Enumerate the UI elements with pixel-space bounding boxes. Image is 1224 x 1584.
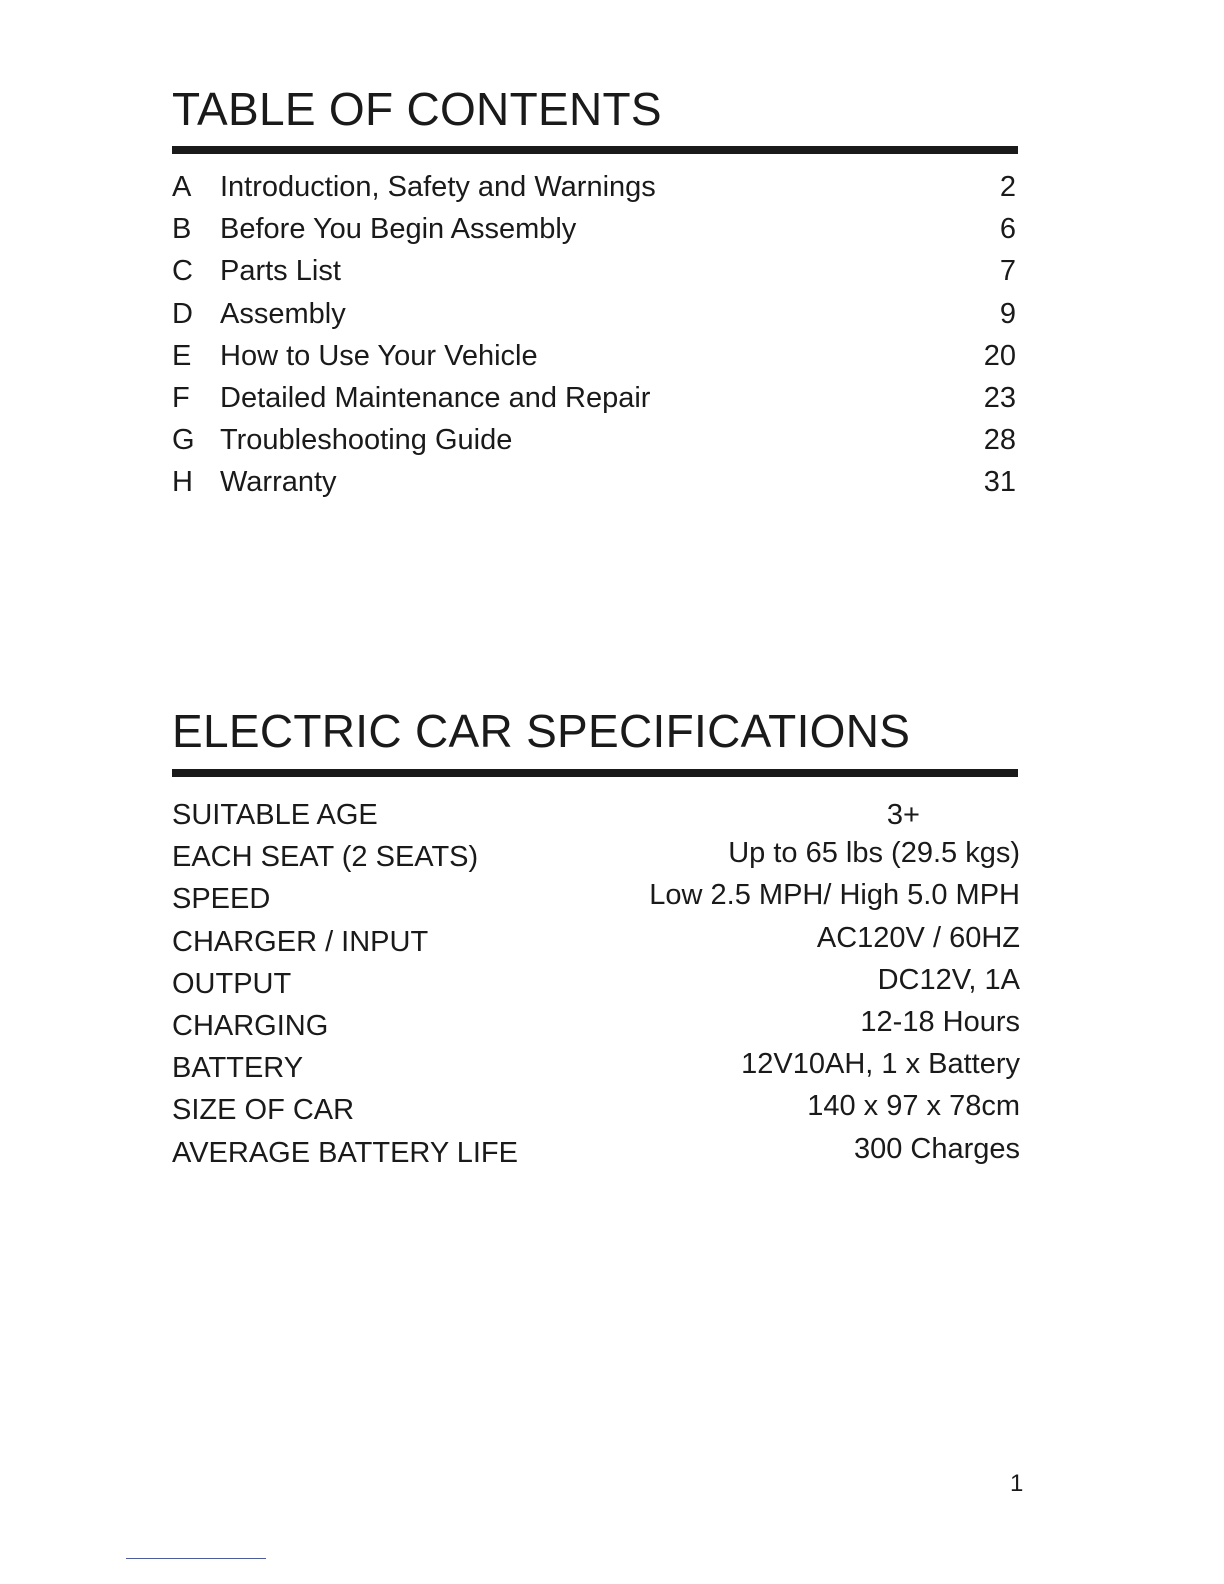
toc-item-a[interactable] xyxy=(172,166,1018,208)
toc-item-letter: D xyxy=(172,297,193,330)
spec-label: AVERAGE BATTERY LIFE xyxy=(172,1136,518,1169)
spec-value: 12-18 Hours xyxy=(860,1005,1020,1038)
spec-row-size-of-car xyxy=(172,1089,1020,1131)
spec-row-output xyxy=(172,963,1020,1005)
toc-item-e[interactable] xyxy=(172,335,1018,377)
spec-label: SIZE OF CAR xyxy=(172,1094,355,1127)
toc-item-label: Before You Begin Assembly xyxy=(220,213,577,246)
spec-value: 300 Charges xyxy=(853,1132,1020,1165)
spec-row-charger-input xyxy=(172,921,1020,963)
spec-value: Low 2.5 MPH/ High 5.0 MPH xyxy=(649,879,1020,912)
spec-row-each-seat xyxy=(172,836,1020,878)
toc-item-page: 20 xyxy=(983,339,1016,372)
spec-label: SPEED xyxy=(172,883,271,916)
spec-row-charging xyxy=(172,1005,1020,1047)
toc-item-page: 23 xyxy=(983,381,1016,414)
toc-item-page: 6 xyxy=(999,213,1016,246)
spec-row-suitable-age xyxy=(172,794,1020,836)
spec-row-average-battery-life xyxy=(172,1132,1020,1174)
toc-item-letter: E xyxy=(172,339,192,372)
spec-label: CHARGING xyxy=(172,1009,329,1042)
toc-item-label: Introduction, Safety and Warnings xyxy=(220,171,656,203)
specs-divider xyxy=(172,769,1018,777)
spec-label: EACH SEAT (2 SEATS) xyxy=(172,841,479,874)
spec-label: SUITABLE AGE xyxy=(172,799,378,831)
toc-title: TABLE OF CONTENTS xyxy=(172,83,662,135)
toc-divider xyxy=(172,146,1018,154)
toc-item-label: Warranty xyxy=(220,466,337,499)
toc-item-h[interactable] xyxy=(172,461,1018,503)
spec-value: 3+ xyxy=(886,799,920,831)
specs-title: ELECTRIC CAR SPECIFICATIONS xyxy=(172,705,911,757)
toc-item-page: 7 xyxy=(999,255,1016,288)
spec-value: DC12V, 1A xyxy=(877,963,1020,996)
toc-item-label: Troubleshooting Guide xyxy=(220,424,513,457)
toc-item-d[interactable] xyxy=(172,293,1018,335)
toc-item-b[interactable] xyxy=(172,208,1018,250)
toc-item-letter: C xyxy=(172,255,193,288)
toc-item-letter: H xyxy=(172,466,193,499)
toc-item-page: 2 xyxy=(999,171,1016,203)
toc-item-letter: A xyxy=(172,171,192,203)
spec-value: 12V10AH, 1 x Battery xyxy=(741,1048,1020,1081)
spec-row-speed xyxy=(172,878,1020,920)
toc-item-c[interactable] xyxy=(172,250,1018,292)
toc-list xyxy=(172,166,1018,504)
toc-item-g[interactable] xyxy=(172,419,1018,461)
toc-item-page: 31 xyxy=(983,466,1016,499)
spec-label: OUTPUT xyxy=(172,967,292,1000)
spec-row-battery xyxy=(172,1047,1020,1089)
bottom-link-underline xyxy=(126,1558,266,1559)
toc-item-letter: G xyxy=(172,424,195,457)
specs-list xyxy=(172,794,1020,1174)
page-number: 1 xyxy=(1010,1470,1024,1497)
spec-label: CHARGER / INPUT xyxy=(172,925,429,958)
toc-item-label: Parts List xyxy=(220,255,341,288)
toc-item-label: Detailed Maintenance and Repair xyxy=(220,381,651,414)
toc-item-page: 9 xyxy=(999,297,1016,330)
toc-item-f[interactable] xyxy=(172,377,1018,419)
spec-label: BATTERY xyxy=(172,1052,304,1085)
spec-value: 140 x 97 x 78cm xyxy=(807,1090,1020,1123)
toc-item-letter: B xyxy=(172,213,192,246)
toc-item-letter: F xyxy=(172,381,190,414)
toc-item-page: 28 xyxy=(983,424,1016,457)
toc-item-label: Assembly xyxy=(220,297,346,330)
spec-value: AC120V / 60HZ xyxy=(816,921,1020,954)
spec-value: Up to 65 lbs (29.5 kgs) xyxy=(728,837,1020,870)
toc-item-label: How to Use Your Vehicle xyxy=(220,339,538,372)
